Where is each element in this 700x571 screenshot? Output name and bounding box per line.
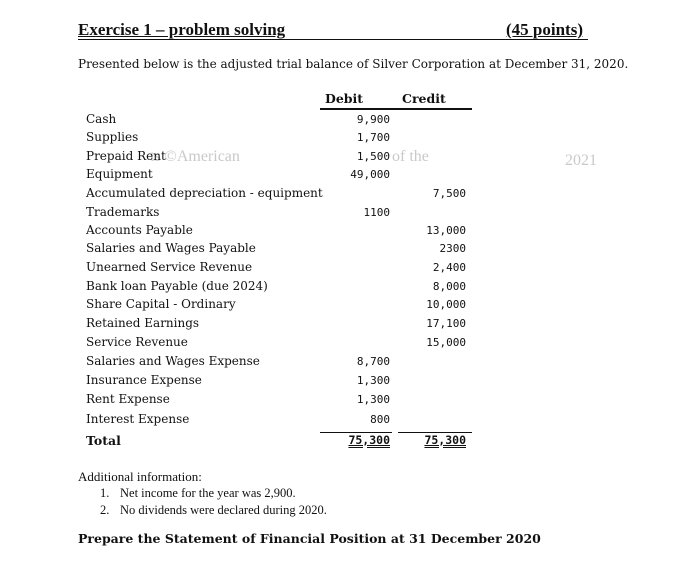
row-label: Bank loan Payable (due 2024) bbox=[86, 279, 268, 293]
debit-value: 1100 bbox=[363, 206, 390, 219]
debit-value: 1,700 bbox=[356, 131, 390, 144]
row-label: Trademarks bbox=[86, 205, 160, 219]
column-header-rule bbox=[320, 108, 472, 110]
row-label: Salaries and Wages Expense bbox=[86, 354, 260, 368]
credit-value: 8,000 bbox=[432, 280, 466, 293]
credit-column-header: Credit bbox=[402, 91, 446, 106]
credit-value: 13,000 bbox=[426, 224, 466, 237]
watermark-mid: of the bbox=[392, 148, 429, 165]
debit-value: 1,500 bbox=[356, 150, 390, 163]
debit-column-header: Debit bbox=[325, 91, 364, 106]
row-label: Share Capital - Ordinary bbox=[86, 297, 236, 311]
row-label: Prepaid Rent bbox=[86, 149, 166, 163]
total-debit: 75,300 bbox=[348, 433, 390, 447]
item-number: 2. bbox=[100, 503, 110, 517]
row-label: Accounts Payable bbox=[86, 223, 193, 237]
total-label: Total bbox=[86, 433, 121, 448]
debit-value: 1,300 bbox=[356, 393, 390, 406]
row-label: Service Revenue bbox=[86, 335, 188, 349]
header-divider bbox=[78, 39, 588, 40]
intro-text: Presented below is the adjusted trial balance of Silver Corporation at December 31, 2020. bbox=[78, 57, 629, 71]
row-label: Supplies bbox=[86, 130, 139, 144]
credit-value: 15,000 bbox=[426, 336, 466, 349]
credit-value: 2,400 bbox=[432, 261, 466, 274]
item-text: No dividends were declared during 2020. bbox=[120, 503, 327, 517]
row-label: Retained Earnings bbox=[86, 316, 200, 330]
credit-value: 17,100 bbox=[426, 317, 466, 330]
debit-value: 8,700 bbox=[356, 355, 390, 368]
additional-item-1 bbox=[100, 486, 296, 501]
debit-value: 49,000 bbox=[350, 168, 390, 181]
row-label: Unearned Service Revenue bbox=[86, 260, 253, 274]
row-label: Accumulated depreciation - equipment bbox=[86, 186, 323, 200]
watermark-year: 2021 bbox=[565, 152, 597, 169]
debit-value: 9,900 bbox=[356, 113, 390, 126]
row-label: Cash bbox=[86, 112, 117, 126]
debit-value: 800 bbox=[370, 413, 390, 426]
additional-item-2 bbox=[100, 503, 327, 518]
credit-value: 2300 bbox=[439, 242, 466, 255]
total-credit: 75,300 bbox=[424, 433, 466, 447]
points-label: (45 points) bbox=[506, 20, 583, 39]
debit-value: 1,300 bbox=[356, 374, 390, 387]
row-label: Rent Expense bbox=[86, 392, 170, 406]
credit-value: 7,500 bbox=[432, 187, 466, 200]
credit-value: 10,000 bbox=[426, 298, 466, 311]
row-label: Equipment bbox=[86, 167, 153, 181]
prepare-instruction: Prepare the Statement of Financial Position at 31 December 2020 bbox=[78, 531, 541, 546]
item-number: 1. bbox=[100, 486, 110, 500]
row-label: Insurance Expense bbox=[86, 373, 202, 387]
item-text: Net income for the year was 2,900. bbox=[120, 486, 296, 500]
row-label: Salaries and Wages Payable bbox=[86, 241, 256, 255]
exercise-title: Exercise 1 – problem solving bbox=[78, 20, 286, 39]
watermark-left: ts ©American bbox=[150, 148, 240, 165]
row-label: Interest Expense bbox=[86, 412, 190, 426]
additional-info-heading: Additional information: bbox=[78, 469, 202, 484]
